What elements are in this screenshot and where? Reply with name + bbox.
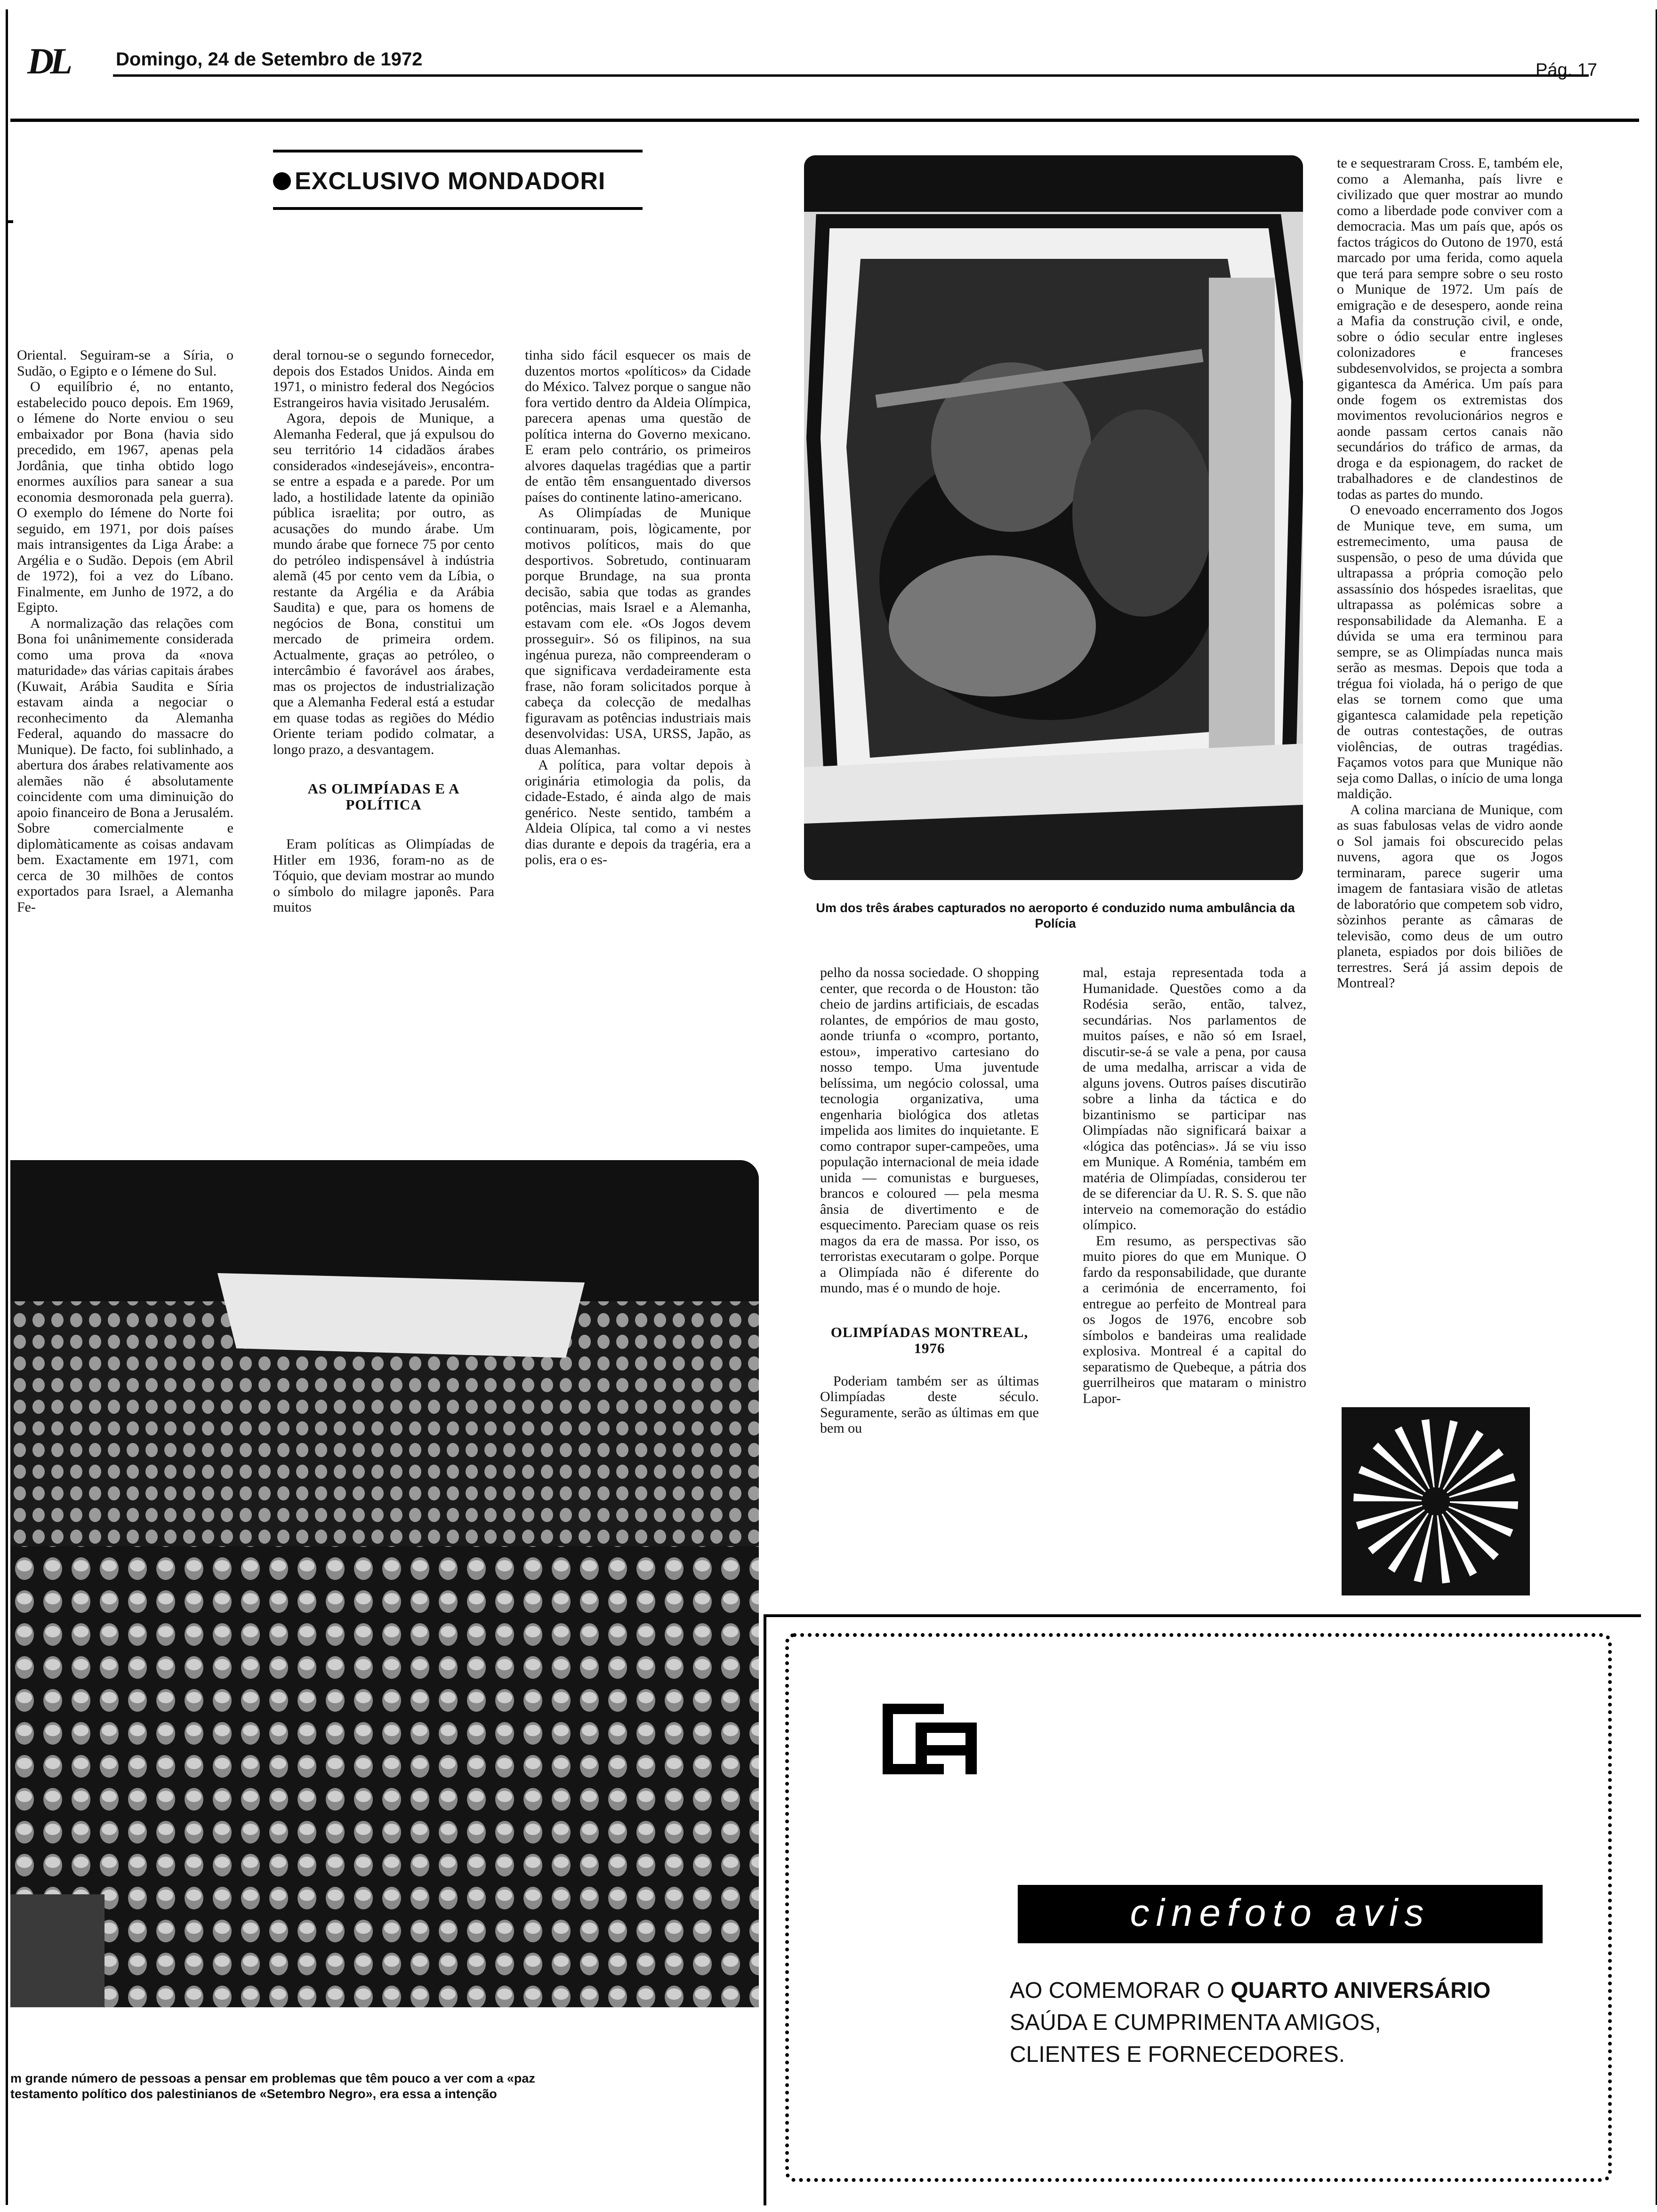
- bullet-icon: [273, 172, 291, 190]
- top-rule: [10, 119, 1639, 122]
- paragraph: Poderiam também ser as últimas Olimpíadas deste século. Seguramente, serão as últimas em que bem ou: [820, 1373, 1039, 1436]
- ad-line-2: SAÚDA E CUMPRIMENTA AMIGOS,: [1010, 2010, 1381, 2035]
- photo-ambulance-caption: Um dos três árabes capturados no aeroporto é conduzido numa ambulância da Polícia: [816, 901, 1295, 930]
- ad-message: [1010, 1975, 1490, 2071]
- photo-crowd-caption-line-2: testamento político dos palestinianos de «Setembro Negro», era essa a intenção: [10, 2087, 497, 2101]
- section-rule-top: [273, 150, 643, 152]
- photo-crowd-caption-line-1: m grande número de pessoas a pensar em problemas que têm pouco a ver com a «paz: [10, 2071, 535, 2085]
- masthead-rule: [113, 74, 1589, 77]
- photo-crowd-image: [10, 1160, 759, 2108]
- article-column-5: [1083, 965, 1306, 1406]
- subheading-politics: AS OLIMPÍADAS E A POLÍTICA: [307, 780, 460, 813]
- paragraph: Agora, depois de Munique, a Alemanha Federal, que já expulsou do seu território 14 cidadãos árabes considerados «indesejáveis», encontra-se entre a espada e a parede. Por um lado, a hostilidade latente da opinião pública israelita; por outro, as acusações do mundo árabe. Um mundo árabe que fornece 75 por cento do petróleo indispensável à indústria alemã (45 por cento vem da Líbia, o restante da Argélia e da Arábia Saudita) e que, para os homens de negócios de Bona, constitui um mercado de primeira ordem. Actualmente, graças ao petróleo, o intercâmbio é favorável aos árabes, mas os projectos de industrialização que a Alemanha Federal está a estudar em quase todas as regiões do Médio Oriente teriam podido colmatar, a longo prazo, a desvantagem.: [273, 410, 494, 757]
- paragraph: O enevoado encerramento dos Jogos de Munique teve, em suma, um estremecimento, uma pausa de suspensão, o peso de uma dúvida que ultrapassa a própria comoção pelo assassínio dos hóspedes israelitas, que ultrapassa as polémicas sobre a responsabilidade da Alemanha. E a dúvida se uma era terminou para sempre, se as Olimpíadas nunca mais serão as mesmas. Depois que toda a trégua foi violada, há o perigo de que elas se tornem como que uma gigantesca calamidade pela repetição de outras contestações, de outras violências, de outras tragédias. Façamos votos para que Munique não seja como Dallas, o início de uma longa maldição.: [1337, 502, 1563, 801]
- ad-line-3: CLIENTES E FORNECEDORES.: [1010, 2042, 1345, 2067]
- article-column-2: [273, 347, 494, 915]
- ad-brand-name: cinefoto avis: [1130, 1891, 1431, 1934]
- montreal-olympic-logo-icon: [1342, 1407, 1530, 1595]
- paragraph: Em resumo, as perspectivas são muito piores do que em Munique. O fardo da responsabilidade, que durante a cerimónia de encerramento, foi entregue ao perfeito de Montreal para os Jogos de 1976, encobre sob símbolos e bandeiras uma realidade explosiva. Montreal é a capital do separatismo de Quebeque, a pátria dos guerrilheiros que mataram o ministro Lapor-: [1083, 1233, 1306, 1406]
- photo-crowd-caption: [10, 2071, 759, 2102]
- article-column-4: [820, 965, 1039, 1436]
- paragraph: As Olimpíadas de Munique continuaram, pois, lògicamente, por motivos políticos, mais do que desportivos. Sobretudo, continuaram porque Brundage, na sua pronta decisão, sabia que todas as grandes potências, mais Israel e a Alemanha, estavam com ele. «Os Jogos devem prosseguir». Só os filipinos, na sua ingénua pureza, não compreenderam o que significava verdadeiramente esta frase, não foram solicitados porque à cabeça da colecção de medalhas figuravam as potências industriais mais desenvolvidas: USA, URSS, Japão, as duas Alemanhas.: [525, 505, 751, 757]
- emblem-spoke: [1356, 1505, 1423, 1530]
- paragraph: te e sequestraram Cross. E, também ele, como a Alemanha, país livre e civilizado que quer mostrar ao mundo como a liberdade pode conviver com a democracia. Mas um país que, após os factos trágicos do Outono de 1970, está marcado por uma ferida, como aquela que terá para sempre sobre o seu rosto o Munique de 1972. Um país de emigração e de desespero, aonde reina a Mafia da construção civil, e onde, sobre o ódio secular entre ingleses colonizadores e franceses subdesenvolvidos, se projecta a sombra gigantesca da América. Um país para onde fogem os extremistas dos movimentos revolucionários negros e aonde passam certos canais não secundários do tráfico de armas, da droga e da espionagem, do racket de trabalhadores e de clandestinos de todas as partes do mundo.: [1337, 155, 1563, 502]
- paragraph: A normalização das relações com Bona foi unânimemente considerada como uma prova da «nova maturidade» das várias capitais árabes (Kuwait, Arábia Saudita e Síria estavam ainda a negociar o reconhecimento da Alemanha Federal, aquando do massacre do Munique). De facto, foi sublinhado, a abertura dos árabes relativamente aos alemães não é absolutamente coincidente com uma diminuição do apoio financeiro de Bona a Jerusalém. Sobre comercialmente e diplomàticamente as coisas andavam bem. Exactamente em 1971, com cerca de 30 milhões de contos exportados para Israel, a Alemanha Fe-: [17, 615, 233, 915]
- paragraph: A colina marciana de Munique, com as suas fabulosas velas de vidro aonde o Sol jamais foi obscurecido pelas nuvens, agora que os Jogos terminaram, parece sugerir uma imagem de fantasiara visão de atletas de laboratório que competem sob vidro, sòzinhos perante as câmaras de televisão, como deus de um outro planeta, espiados por dois biliões de terrestres. Será já assim depois de Montreal?: [1337, 801, 1563, 991]
- paragraph: mal, estaja representada toda a Humanidade. Questões como a da Rodésia serão, então, talvez, secundárias. Nos parlamentos de muitos países, e não só em Israel, discutir-se-á se vale a pena, por causa de uma medalha, arriscar a vida de alguns jovens. Outros países discutirão sobre a linha da táctica e do bizantinismo se participar nas Olimpíadas não significará baixar a «lógica das potências». Já se viu isso em Munique. A Roménia, também em matéria de Olimpíadas, considerou ter de se diferenciar da U. R. S. S. que não interveio na comemoração do estádio olímpico.: [1083, 965, 1306, 1233]
- page-number: Pág. 17: [1536, 60, 1597, 80]
- paragraph: Oriental. Seguiram-se a Síria, o Sudão, o Egipto e o Iémene do Sul.: [17, 347, 233, 379]
- section-label: [273, 167, 605, 195]
- masthead-date: Domingo, 24 de Setembro de 1972: [116, 49, 423, 70]
- article-column-6: [1337, 155, 1563, 991]
- photo-crowd: [10, 1160, 759, 2108]
- ad-line-1-bold: QUARTO ANIVERSÁRIO: [1231, 1978, 1491, 2003]
- subheading-montreal: OLIMPÍADAS MONTREAL, 1976: [830, 1323, 1029, 1356]
- emblem-spoke: [1449, 1473, 1515, 1498]
- ad-line-1: [1010, 1975, 1490, 2007]
- ad-line-1-text: AO COMEMORAR O: [1010, 1978, 1231, 2003]
- paragraph: O equilíbrio é, no entanto, estabelecido pouco depois. Em 1969, o Iémene do Norte enviou o seu embaixador por Bona (havia sido precedido, em 1967, apenas pela Jordânia, que tinha obtido logo enormes auxílios para sanear a sua economia desmoronada pela guerra). O exemplo do Iémene do Norte foi seguido, em 1971, por dois países mais intransigentes da Liga Árabe: a Argélia e o Sudão. Depois (em Abril de 1972), foi a vez do Líbano. Finalmente, em Junho de 1972, a do Egipto.: [17, 379, 233, 615]
- article-column-1: [17, 347, 233, 915]
- paragraph: A política, para voltar depois à originária etimologia da polis, da cidade-Estado, é ainda algo de mais genérico. Neste sentido, também a Aldeia Olípica, tal como a vi nestes dias durante e depois da tragéria, era a polis, era o es-: [525, 757, 751, 867]
- emblem-spoke: [1438, 1420, 1458, 1488]
- margin-mark: [8, 220, 13, 223]
- paragraph: tinha sido fácil esquecer os mais de duzentos mortos «políticos» da Cidade do México. Talvez porque o sangue não fora vertido dentro da Aldeia Olímpica, parecera apenas uma questão de política interna do Governo mexicano. E eram pelo contrário, os primeiros alvores daquelas tragédias que a partir de então têm ensanguentado diversos países do continente latino-americano.: [525, 347, 751, 505]
- paragraph: Eram políticas as Olimpíadas de Hitler em 1936, foram-no as de Tóquio, que deviam mostrar ao mundo o símbolo do milagre japonês. Para muitos: [273, 836, 494, 915]
- olympic-emblem: [1342, 1407, 1530, 1595]
- paragraph: pelho da nossa sociedade. O shopping center, que recorda o de Houston: tão cheio de jardins artificiais, de escadas rolantes, de empórios de mau gosto, aonde triunfa o «compro, portanto, estou», imperativo cartesiano do nosso tempo. Uma juventude belíssima, um negócio colossal, uma tecnologia organizativa, uma engenharia biológica dos atletas impelida aos limites do inquietante. E como contrapor super-campeões, uma população internacional de meia idade unida — comunistas e burgueses, brancos e coloured — pela mesma ânsia de divertimento e de esquecimento. Pareciam quase os reis magos da era de massa. Por isso, os terroristas executaram o golpe. Porque a Olimpíada não é diferente do mundo, mas é o mundo de hoje.: [820, 965, 1039, 1296]
- masthead-logo: DL: [27, 40, 69, 81]
- photo-ambulance: [804, 155, 1303, 880]
- emblem-spoke: [1353, 1493, 1422, 1501]
- photo-ambulance-image: [804, 155, 1303, 880]
- section-rule-bottom: [273, 207, 643, 210]
- section-label-text: EXCLUSIVO MONDADORI: [295, 168, 606, 195]
- article-column-3: [525, 347, 751, 868]
- cinefoto-avis-logo-icon: [878, 1699, 981, 1779]
- emblem-spoke: [1450, 1501, 1518, 1509]
- emblem-spoke: [1414, 1515, 1433, 1582]
- paragraph: deral tornou-se o segundo fornecedor, depois dos Estados Unidos. Ainda em 1971, o ministro federal dos Negócios Estrangeiros havia visitado Jerusalém.: [273, 347, 494, 410]
- ad-logo-icon: [878, 1699, 981, 1779]
